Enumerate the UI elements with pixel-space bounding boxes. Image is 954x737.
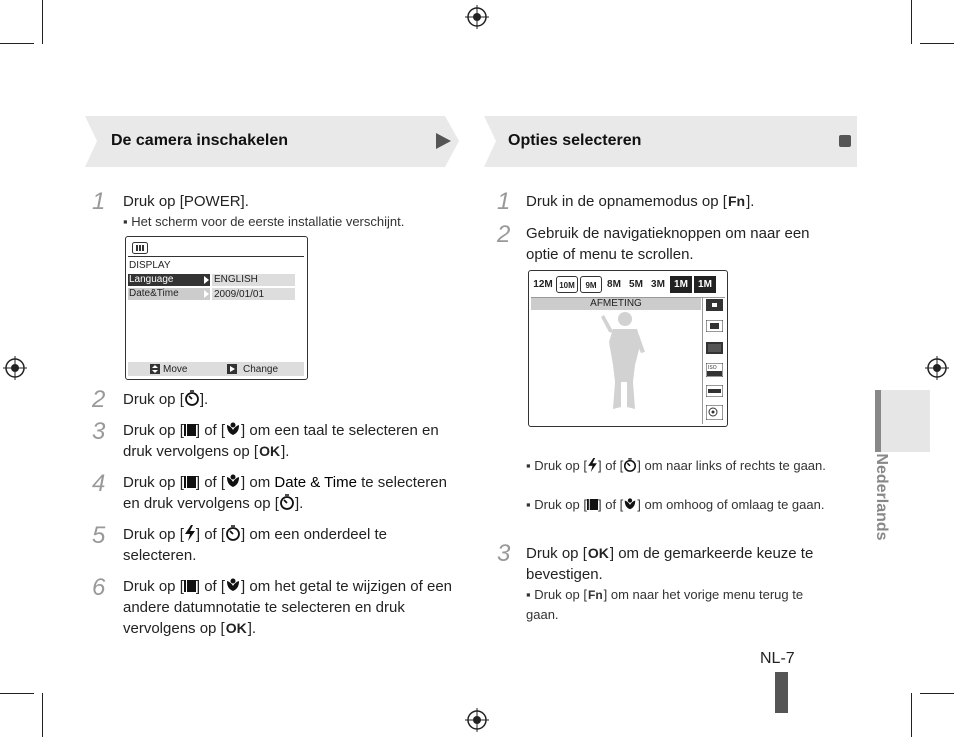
step-text: Druk op [ ]. bbox=[123, 391, 209, 408]
power-key: POWER bbox=[183, 193, 241, 210]
side-tab-bar bbox=[875, 390, 881, 452]
page-number: NL-7 bbox=[760, 650, 795, 667]
svg-text:ISO: ISO bbox=[708, 365, 717, 371]
step-text: Druk op [ ] of [ ] om het getal te wijzigen of een andere datumnotatie te selecteren en druk vervolgens op [OK]. bbox=[123, 578, 453, 637]
fn-key: Fn bbox=[587, 588, 603, 602]
quality-icon bbox=[706, 299, 723, 311]
step-number: 1 bbox=[92, 188, 106, 215]
registration-mark-icon bbox=[465, 5, 489, 29]
white-balance-icon bbox=[706, 385, 723, 397]
step-number: 3 bbox=[92, 418, 106, 445]
display-icon bbox=[184, 423, 196, 437]
registration-mark-icon bbox=[3, 356, 27, 380]
afmeting-label: AFMETING bbox=[590, 298, 642, 309]
image-size-option: 9M bbox=[580, 276, 602, 293]
flash-icon bbox=[587, 458, 598, 472]
timer-icon bbox=[225, 525, 241, 541]
bullet-text: ▪ Druk op [Fn] om naar het vorige menu terug te gaan. bbox=[526, 587, 804, 622]
bullet-text: ▪ Druk op [ ] of [ ] om naar links of rechts te gaan. bbox=[526, 458, 826, 473]
page-tab-bar bbox=[775, 672, 788, 713]
macro-icon bbox=[225, 473, 241, 489]
image-size-option: 1M bbox=[694, 276, 716, 293]
step-number: 3 bbox=[497, 540, 511, 567]
image-size-option: 10M bbox=[556, 276, 578, 293]
arrow-right-icon bbox=[204, 276, 209, 284]
display-label: DISPLAY bbox=[129, 260, 171, 271]
image-size-option: 3M bbox=[651, 279, 665, 290]
footer-change: Change bbox=[243, 364, 279, 375]
crop-mark bbox=[911, 0, 912, 44]
crop-mark bbox=[42, 0, 43, 44]
registration-mark-icon bbox=[465, 708, 489, 732]
fn-key: Fn bbox=[727, 193, 746, 209]
registration-mark-icon bbox=[925, 356, 949, 380]
up-down-icon bbox=[150, 364, 160, 374]
step-text: Gebruik de navigatieknoppen om naar een optie of menu te scrollen. bbox=[526, 225, 810, 263]
flash-icon bbox=[184, 525, 196, 541]
step-number: 2 bbox=[497, 221, 511, 248]
ok-key: OK bbox=[225, 620, 247, 636]
display-icon bbox=[184, 475, 196, 489]
step-text: Druk op [ ] of [ ] om een onderdeel te selecteren. bbox=[123, 526, 387, 564]
section-title-right: Opties selecteren bbox=[508, 132, 642, 149]
display-icon bbox=[587, 498, 598, 511]
metering-icon bbox=[706, 320, 723, 332]
crop-mark bbox=[911, 693, 912, 737]
macro-icon bbox=[225, 577, 241, 593]
crop-mark bbox=[920, 43, 954, 44]
display-icon bbox=[184, 579, 196, 593]
arrow-right-icon bbox=[204, 290, 209, 298]
timer-icon bbox=[184, 390, 200, 406]
step-number: 4 bbox=[92, 470, 106, 497]
step-text: Druk op [ ] of [ ] om Date & Time te selecteren en druk vervolgens op [ ]. bbox=[123, 474, 447, 512]
menu-row-label: Date&Time bbox=[129, 288, 179, 299]
person-silhouette bbox=[599, 307, 649, 412]
timer-icon bbox=[623, 458, 637, 472]
footer-move: Move bbox=[163, 364, 188, 375]
macro-icon bbox=[623, 497, 637, 511]
timer-icon bbox=[279, 494, 295, 510]
right-key-icon bbox=[227, 364, 237, 374]
crop-mark bbox=[0, 693, 34, 694]
step-text: Druk in de opnamemodus op [Fn]. bbox=[526, 193, 755, 210]
step-number: 6 bbox=[92, 574, 106, 601]
step-number: 5 bbox=[92, 522, 106, 549]
image-size-option: 1M bbox=[670, 276, 692, 293]
section-title-left: De camera inschakelen bbox=[111, 132, 288, 149]
crop-mark bbox=[42, 693, 43, 737]
image-size-option: 5M bbox=[629, 279, 643, 290]
image-size-option: 12M bbox=[533, 279, 553, 290]
camera-screen-display bbox=[125, 236, 308, 380]
date-time-label: Date & Time bbox=[274, 474, 357, 491]
macro-icon bbox=[225, 421, 241, 437]
side-tab-label: Nederlands bbox=[873, 453, 890, 541]
step-text: Druk op [OK] om de gemarkeerde keuze te bevestigen. bbox=[526, 545, 814, 583]
settings-menu-icon bbox=[132, 242, 148, 254]
ok-key: OK bbox=[259, 443, 281, 459]
bullet-text: ▪ Druk op [ ] of [ ] om omhoog of omlaag te gaan. bbox=[526, 497, 825, 512]
camera-screen-size-menu bbox=[528, 270, 728, 427]
step-number: 2 bbox=[92, 386, 106, 413]
crop-mark bbox=[0, 43, 34, 44]
step-text: Druk op [ ] of [ ] om een taal te selecteren en druk vervolgens op [OK]. bbox=[123, 422, 439, 460]
menu-row-value: 2009/01/01 bbox=[214, 289, 265, 300]
step-number: 1 bbox=[497, 188, 511, 215]
face-detection-icon bbox=[706, 405, 723, 420]
side-tab bbox=[875, 390, 930, 452]
iso-icon bbox=[706, 363, 723, 377]
step-text: Druk op [POWER]. bbox=[123, 193, 249, 210]
image-size-option: 8M bbox=[607, 279, 621, 290]
menu-row-value: ENGLISH bbox=[214, 274, 258, 285]
menu-row-label: Language bbox=[129, 274, 174, 285]
crop-mark bbox=[920, 693, 954, 694]
color-icon bbox=[706, 342, 723, 354]
ok-key: OK bbox=[587, 545, 609, 561]
bullet-text: ▪ Het scherm voor de eerste installatie verschijnt. bbox=[123, 214, 405, 229]
